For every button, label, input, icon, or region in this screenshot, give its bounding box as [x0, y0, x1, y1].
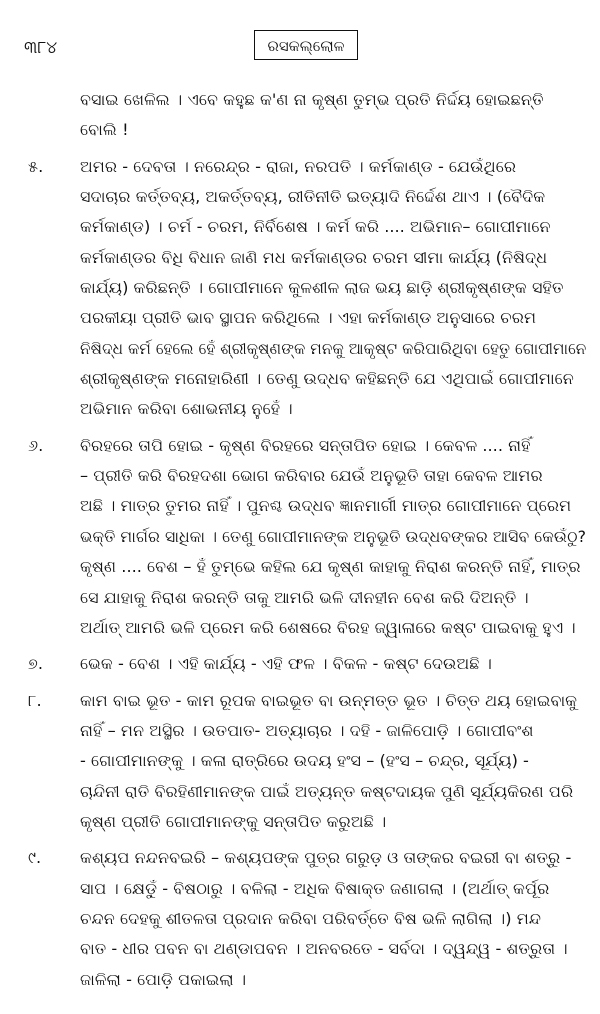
note-number: ୮. [28, 690, 42, 710]
page-number: ୩୮୪ [24, 38, 58, 58]
text-line: ବୋଲି ! [80, 120, 129, 140]
text-line: ନାହିଁ – ମନ ଅସ୍ଥିର । ଉତପାତ- ଅତ୍ୟାଚାର । ଦହି - ଜାଳିପୋଡ଼ି । ଗୋପୀବଂଶ [80, 720, 534, 740]
text-line: ଚନ୍ଦନ ଦେହକୁ ଶୀତଳତା ପ୍ରଦାନ କରିବା ପରିବର୍ତ୍ତେ ବିଷ ଭଳି ଲାଗିଲା ।) ମନ୍ଦ [80, 908, 542, 928]
note-number: ୬. [28, 435, 44, 455]
text-line: କାମ ବାଇ ଭୂତ - କାମ ରୂପକ ବାଇଭୂତ ବା ଉନ୍ମତ୍ତ ଭୂତ । ଚିତ୍ତ ଥୟ ହୋଇବାକୁ [80, 690, 578, 710]
text-line: କର୍ମକାଣ୍ଡର ବିଧି ବିଧାନ ଜାଣି ମଧ କର୍ମକାଣ୍ଡର ଚରମ ସୀମା କାର୍ଯ୍ୟ (ନିଷିଦ୍ଧ [80, 247, 548, 267]
text-line: ବାତ - ଧୀର ପବନ ବା ଥଣ୍ଡାପବନ । ଅନବରତେ - ସର୍ବଦା । ଦ୍ୱନ୍ଦ୍ୱ - ଶତ୍ରୁତା । [80, 939, 568, 959]
text-line: କୃଷ୍ଣ ପ୍ରୀତି ଗୋପୀମାନଙ୍କୁ ସନ୍ତାପିତ କରୁଅଛି । [80, 811, 387, 831]
text-line: ଭେକ - ବେଶ । ଏହି କାର୍ଯ୍ୟ - ଏହି ଫଳ । ବିକଳ - କଷ୍ଟ ଦେଉଅଛି । [80, 654, 492, 674]
text-line: ଚାନ୍ଦିନୀ ରାତି ବିରହିଣୀମାନଙ୍କ ପାଇଁ ଅତ୍ୟନ୍ତ କଷ୍ଟଦାୟକ ପୁଣି ସୂର୍ଯ୍ୟକିରଣ ପରି [80, 781, 574, 801]
text-line: କୃଷ୍ଣ .... ବେଶ – ହଁ ତୁମ୍ଭେ କହିଲ ଯେ କୃଷ୍ଣ କାହାକୁ ନିରାଶ କରନ୍ତି ନାହିଁ, ମାତ୍ର [80, 557, 581, 577]
text-line: ସଦାଚାର କର୍ତ୍ତବ୍ୟ, ଅକର୍ତ୍ତବ୍ୟ, ରୀତିନୀତି ଇତ୍ୟାଦି ନିର୍ଦ୍ଦେଶ ଥାଏ । (ବୈଦିକ [80, 187, 546, 207]
text-line: ବିରହରେ ତାପି ହୋଇ - କୃଷ୍ଣ ବିରହରେ ସନ୍ତାପିତ ହୋଇ । କେବଳ .... ନାହିଁ [80, 435, 531, 455]
note-number: ୫. [28, 156, 44, 176]
text-line: ବସାଇ ଖେଳିଲ । ଏବେ କହୁଛ କ'ଣ ନା କୃଷ୍ଣ ତୁମ୍ଭ ପ୍ରତି ନିର୍ଦ୍ଦୟ ହୋଇଛନ୍ତି [80, 90, 544, 109]
text-line: ପରକୀୟା ପ୍ରୀତି ଭାବ ସ୍ଥାପନ କରିଥିଲେ । ଏହା କର୍ମକାଣ୍ଡ ଅନୁସାରେ ଚରମ [80, 308, 537, 328]
text-line: ସେ ଯାହାକୁ ନିରାଶ କରନ୍ତି ତାକୁ ଆମରି ଭଳି ଦୀନହୀନ ବେଶ କରି ଦିଅନ୍ତି । [80, 587, 529, 607]
text-line: ଅମର - ଦେବତା । ନରେନ୍ଦ୍ର - ରାଜା, ନରପତି । କର୍ମକାଣ୍ଡ - ଯେଉଁଥିରେ [80, 156, 517, 176]
text-line: କଶ୍ୟପ ନନ୍ଦନବଇରି – କଶ୍ୟପଙ୍କ ପୁତ୍ର ଗରୁଡ଼ ଓ ତାଙ୍କର ବଇରୀ ବା ଶତ୍ରୁ - [80, 848, 572, 868]
text-line: ଜାଳିଲା - ପୋଡ଼ି ପକାଇଲା । [80, 969, 247, 989]
text-line: – ପ୍ରୀତି କରି ବିରହଦଶା ଭୋଗ କରିବାର ଯେଉଁ ଅନୁଭୂତି ତାହା କେବଳ ଆମର [80, 466, 543, 486]
text-line: - ଗୋପୀମାନଙ୍କୁ । କଳା ରାତ୍ରିରେ ଉଦୟ ହଂସ – (ହଂସ – ଚନ୍ଦ୍ର, ସୂର୍ଯ୍ୟ) - [80, 751, 529, 771]
note-number: ୭. [28, 654, 44, 674]
text-line: ଅର୍ଥାତ୍ ଆମରି ଭଳି ପ୍ରେମ କରି ଶେଷରେ ବିରହ ଜ୍ୱାଳାରେ କଷ୍ଟ ପାଇବାକୁ ହୁଏ । [80, 617, 576, 637]
text-line: ଭକ୍ତି ମାର୍ଗର ସାଧିକା । ତେଣୁ ଗୋପୀମାନଙ୍କ ଅନୁଭୂତି ଉଦ୍ଧବଙ୍କର ଆସିବ କେଉଁଠୁ? [80, 526, 587, 546]
text-line: କାର୍ଯ୍ୟ) କରିଛନ୍ତି । ଗୋପୀମାନେ କୁଳଶୀଳ ଲାଜ ଭୟ ଛାଡ଼ି ଶ୍ରୀକୃଷ୍ଣଙ୍କ ସହିତ [80, 278, 564, 298]
text-line: ଶ୍ରୀକୃଷ୍ଣଙ୍କ ମନୋହାରିଣୀ । ତେଣୁ ଉଦ୍ଧବ କହିଛନ୍ତି ଯେ ଏଥିପାଇଁ ଗୋପୀମାନେ [80, 369, 574, 389]
running-title-box: ରସକଲ୍ଲୋଳ [254, 30, 358, 60]
text-line: ଅଭିମାନ କରିବା ଶୋଭନୀୟ ନୁହେଁ । [80, 399, 293, 419]
text-line: ଅଛି । ମାତ୍ର ତୁମର ନାହିଁ । ପୁନଶ୍ଚ ଉଦ୍ଧବ ଜ୍ଞାନମାର୍ଗୀ ମାତ୍ର ଗୋପୀମାନେ ପ୍ରେମ [80, 496, 572, 516]
text-line: କର୍ମକାଣ୍ଡ) । ଚର୍ମ - ଚରମ, ନିର୍ବିଶେଷ । କର୍ମ କରି .... ଅଭିମାନ– ଗୋପୀମାନେ [80, 217, 551, 237]
note-number: ୯. [28, 848, 42, 868]
text-line: ସାପ । କ୍ଷେଡ଼ୁଁ - ବିଷଠାରୁ । ବଳିଲା - ଅଧିକ ବିଷାକ୍ତ ଜଣାଗଲା । (ଅର୍ଥାତ୍ କର୍ପୂର [80, 878, 550, 898]
text-line: ନିଷିଦ୍ଧ କର୍ମ ହେଲେ ହେଁ ଶ୍ରୀକୃଷ୍ଣଙ୍କ ମନକୁ ଆକୃଷ୍ଟ କରିପାରିଥିବା ହେତୁ ଗୋପୀମାନେ [80, 338, 587, 358]
